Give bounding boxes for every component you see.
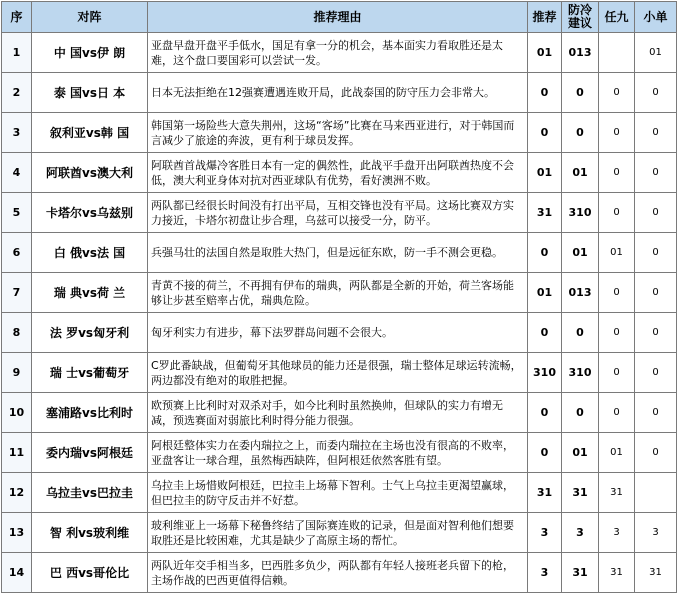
pick-value: 31 [528, 473, 562, 513]
defense-value: 0 [562, 73, 599, 113]
small-value: 0 [635, 313, 677, 353]
ren9-value [599, 33, 635, 73]
defense-value: 01 [562, 153, 599, 193]
pick-value: 01 [528, 273, 562, 313]
table-row [2, 33, 677, 73]
ren9-value: 0 [599, 153, 635, 193]
ren9-value: 0 [599, 113, 635, 153]
recommend-reason: 匈牙利实力有进步，幕下法罗群岛问题不会很大。 [148, 313, 528, 353]
header-small: 小单 [635, 2, 677, 33]
match-name: 阿联酋vs澳大利 [32, 153, 148, 193]
table-row [2, 553, 677, 593]
recommend-reason: 阿根廷整体实力在委内瑞拉之上，而委内瑞拉在主场也没有很高的不败率，亚盘客让一球合理，虽然梅西缺阵，但阿根廷依然客胜有望。 [148, 433, 528, 473]
small-value: 0 [635, 393, 677, 433]
ren9-value: 0 [599, 193, 635, 233]
match-name: 瑞 典vs荷 兰 [32, 273, 148, 313]
ren9-value: 01 [599, 233, 635, 273]
row-index: 4 [2, 153, 32, 193]
small-value: 31 [635, 553, 677, 593]
pick-value: 0 [528, 393, 562, 433]
table-row [2, 473, 677, 513]
ren9-value: 0 [599, 393, 635, 433]
table-row [2, 113, 677, 153]
recommend-reason: 青黄不接的荷兰，不再拥有伊布的瑞典，两队都是全新的开始，荷兰客场能够让步甚至赔率占优，瑞典危险。 [148, 273, 528, 313]
defense-value: 31 [562, 553, 599, 593]
header-match: 对阵 [32, 2, 148, 33]
recommend-reason: 两队都已经很长时间没有打出平局，互相交锋也没有平局。这场比赛双方实力接近，卡塔尔初盘让步合理，乌兹可以接受一分，防平。 [148, 193, 528, 233]
defense-value: 013 [562, 33, 599, 73]
small-value: 0 [635, 433, 677, 473]
defense-value: 0 [562, 313, 599, 353]
ren9-value: 0 [599, 73, 635, 113]
small-value: 0 [635, 153, 677, 193]
recommend-reason: 玻利维亚上一场幕下秘鲁终结了国际赛连败的记录，但是面对智利他们想要取胜还是比较困难，尤其是缺少了高原主场的帮忙。 [148, 513, 528, 553]
ren9-value: 01 [599, 433, 635, 473]
small-value: 0 [635, 353, 677, 393]
recommendation-table [1, 1, 677, 593]
defense-value: 01 [562, 433, 599, 473]
recommend-reason: 乌拉圭上场惜败阿根廷，巴拉圭上场幕下智利。士气上乌拉圭更渴望赢球，但巴拉圭的防守反击并不好惹。 [148, 473, 528, 513]
recommend-reason: 日本无法拒绝在12强赛遭遇连败开局，此战泰国的防守压力会非常大。 [148, 73, 528, 113]
header-reason: 推荐理由 [148, 2, 528, 33]
row-index: 2 [2, 73, 32, 113]
row-index: 5 [2, 193, 32, 233]
small-value: 0 [635, 113, 677, 153]
table-row [2, 393, 677, 433]
pick-value: 0 [528, 313, 562, 353]
ren9-value: 31 [599, 553, 635, 593]
row-index: 10 [2, 393, 32, 433]
defense-value: 013 [562, 273, 599, 313]
row-index: 6 [2, 233, 32, 273]
row-index: 7 [2, 273, 32, 313]
pick-value: 01 [528, 153, 562, 193]
match-name: 委内瑞vs阿根廷 [32, 433, 148, 473]
match-name: 法 罗vs匈牙利 [32, 313, 148, 353]
pick-value: 0 [528, 113, 562, 153]
recommend-reason: 欧预赛上比利时对双杀对手，如今比利时虽然换帅，但球队的实力有增无减，预选赛面对弱旅比利时得分能力很强。 [148, 393, 528, 433]
defense-value: 310 [562, 193, 599, 233]
match-name: 塞浦路vs比利时 [32, 393, 148, 433]
small-value: 01 [635, 33, 677, 73]
header-index: 序 [2, 2, 32, 33]
row-index: 14 [2, 553, 32, 593]
small-value: 0 [635, 273, 677, 313]
table-row [2, 233, 677, 273]
recommend-reason: 阿联酋首战爆冷客胜日本有一定的偶然性，此战平手盘开出阿联酋热度不会低，澳大利亚身体对抗对西亚球队有优势，看好澳洲不败。 [148, 153, 528, 193]
header-row [2, 2, 677, 33]
match-name: 泰 国vs日 本 [32, 73, 148, 113]
defense-value: 31 [562, 473, 599, 513]
header-pick: 推荐 [528, 2, 562, 33]
defense-value: 310 [562, 353, 599, 393]
small-value: 0 [635, 73, 677, 113]
row-index: 9 [2, 353, 32, 393]
small-value: 3 [635, 513, 677, 553]
small-value: 0 [635, 233, 677, 273]
pick-value: 0 [528, 433, 562, 473]
ren9-value: 0 [599, 353, 635, 393]
row-index: 3 [2, 113, 32, 153]
table-row [2, 193, 677, 233]
defense-value: 0 [562, 393, 599, 433]
defense-value: 01 [562, 233, 599, 273]
match-name: 白 俄vs法 国 [32, 233, 148, 273]
defense-value: 3 [562, 513, 599, 553]
match-name: 智 利vs玻利维 [32, 513, 148, 553]
table-row [2, 513, 677, 553]
match-name: 乌拉圭vs巴拉圭 [32, 473, 148, 513]
match-name: 卡塔尔vs乌兹别 [32, 193, 148, 233]
match-name: 中 国vs伊 朗 [32, 33, 148, 73]
row-index: 11 [2, 433, 32, 473]
recommend-reason: C罗此番缺战，但葡萄牙其他球员的能力还是很强，瑞士整体足球运转流畅，两边都没有绝对的取胜把握。 [148, 353, 528, 393]
pick-value: 31 [528, 193, 562, 233]
pick-value: 3 [528, 513, 562, 553]
match-name: 瑞 士vs葡萄牙 [32, 353, 148, 393]
header-defense: 防冷建议 [562, 2, 599, 33]
recommend-reason: 韩国第一场险些大意失荆州，这场“客场”比赛在马来西亚进行，对于韩国而言减少了旅途的奔波，更有利于球员发挥。 [148, 113, 528, 153]
table-row [2, 313, 677, 353]
small-value: 0 [635, 193, 677, 233]
pick-value: 3 [528, 553, 562, 593]
recommend-reason: 两队近年交手相当多，巴西胜多负少，两队都有年轻人接班老兵留下的枪，主场作战的巴西更值得信赖。 [148, 553, 528, 593]
pick-value: 0 [528, 233, 562, 273]
defense-value: 0 [562, 113, 599, 153]
ren9-value: 0 [599, 313, 635, 353]
table-row [2, 153, 677, 193]
table-row [2, 353, 677, 393]
pick-value: 0 [528, 73, 562, 113]
table-row [2, 433, 677, 473]
ren9-value: 31 [599, 473, 635, 513]
table-row [2, 73, 677, 113]
match-name: 巴 西vs哥伦比 [32, 553, 148, 593]
row-index: 13 [2, 513, 32, 553]
ren9-value: 0 [599, 273, 635, 313]
table-row [2, 273, 677, 313]
match-name: 叙利亚vs韩 国 [32, 113, 148, 153]
small-value [635, 473, 677, 513]
pick-value: 01 [528, 33, 562, 73]
recommend-reason: 兵强马壮的法国自然是取胜大热门，但是远征东欧，防一手不测会更稳。 [148, 233, 528, 273]
recommend-reason: 亚盘早盘开盘平手低水，国足有拿一分的机会，基本面实力看取胜还是太难，这个盘口要国彩可以尝试一发。 [148, 33, 528, 73]
row-index: 8 [2, 313, 32, 353]
row-index: 1 [2, 33, 32, 73]
header-ren9: 任九 [599, 2, 635, 33]
row-index: 12 [2, 473, 32, 513]
ren9-value: 3 [599, 513, 635, 553]
pick-value: 310 [528, 353, 562, 393]
